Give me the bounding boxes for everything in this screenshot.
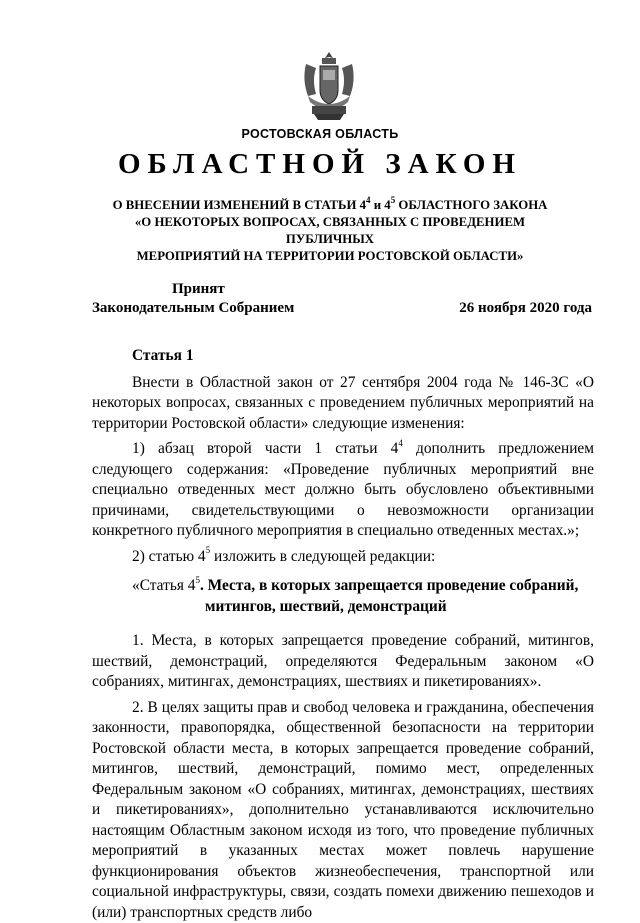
new-article-paragraph-2: 2. В целях защиты прав и свобод человека и гражданина, обеспечения законности, правопорядка, общественной безопасности на территории Ростовской области места, в которых запрещается проведение собраний, митингов, шествий, демонстраций, помимо мест, определенных Федеральным законом «О собраниях, митингах, демонстрациях, шествиях и пикетированиях», дополнительно устанавливаются исключительно настоящим Областным законом исходя из того, что проведение публичных мероприятий в указанных местах может повлечь нарушение функционирования объектов жизнеобеспечения, транспортной или социальной инфраструктуры, связи, создать помехи движению пешеходов и (или) транспортных средств либо bbox=[92, 698, 594, 923]
new-article-paragraph-1: 1. Места, в которых запрещается проведение собраний, митингов, шествий, демонстраций, определяются Федеральным законом «О собраниях, митингах, демонстрациях, шествиях и пикетированиях». bbox=[92, 631, 594, 693]
subtitle-line-1: О ВНЕСЕНИИ ИЗМЕНЕНИЙ В СТАТЬИ $4^4$ и $4^5$ ОБЛАСТНОГО ЗАКОНА bbox=[90, 197, 570, 214]
subtitle-line-2: «О НЕКОТОРЫХ ВОПРОСАХ, СВЯЗАННЫХ С ПРОВЕДЕНИЕМ ПУБЛИЧНЫХ bbox=[90, 214, 570, 248]
adopting-body: Законодательным Собранием bbox=[92, 298, 294, 318]
article-1-intro: Внести в Областной закон от 27 сентября 2004 года № 146-ЗС «О некоторых вопросах, связанных с проведением публичных мероприятий на территории Ростовской области» следующие изменения: bbox=[92, 373, 594, 435]
document-body bbox=[92, 346, 594, 923]
article-1-item-2: 2) статью $4^5$ изложить в следующей редакции: bbox=[92, 547, 594, 568]
subtitle-line-3: МЕРОПРИЯТИЙ НА ТЕРРИТОРИИ РОСТОВСКОЙ ОБЛАСТИ» bbox=[90, 248, 570, 265]
rostov-oblast-coat-of-arms-icon bbox=[300, 50, 358, 122]
law-subtitle bbox=[90, 197, 570, 265]
adoption-label: Принят bbox=[172, 279, 225, 299]
document-type-title: ОБЛАСТНОЙ ЗАКОН bbox=[0, 148, 640, 181]
new-article-title-continued: митингов, шествий, демонстраций bbox=[205, 597, 594, 618]
article-1-item-1: 1) абзац второй части 1 статьи $4^4$ дополнить предложением следующего содержания: «Проведение публичных мероприятий вне специально отведенных мест должно быть обусловлено объективными причинами, свидетельствующими о невозможности организации конкретного публичного мероприятия в специально отведенных местах.»; bbox=[92, 439, 594, 542]
region-name: РОСТОВСКАЯ ОБЛАСТЬ bbox=[0, 127, 640, 141]
new-article-title: «Статья $4^5$. Места, в которых запрещается проведение собраний, bbox=[132, 576, 594, 597]
adoption-date: 26 ноября 2020 года bbox=[459, 298, 592, 318]
article-1-heading: Статья 1 bbox=[132, 346, 594, 367]
